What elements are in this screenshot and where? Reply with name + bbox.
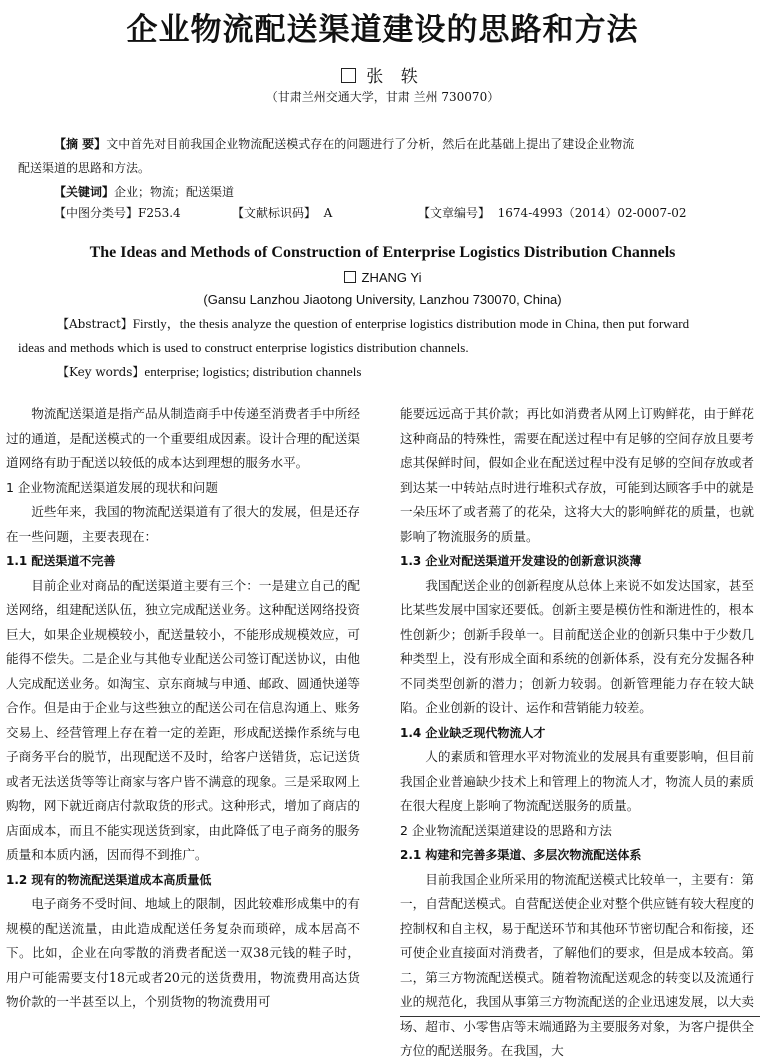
clc-number	[54, 204, 181, 221]
english-abstract-line-1: Firstly，the thesis analyze the question of enterprise logistics distribution mode in China, then put forward	[132, 316, 690, 331]
square-icon	[344, 271, 356, 283]
keywords-text: 企业；物流；配送渠道	[114, 185, 235, 199]
english-keywords-label: 【Key words】	[57, 365, 145, 379]
body-paragraph: 电子商务不受时间、地域上的限制，因此较难形成集中的有规模的配送流量，由此造成配送任务复杂而琐碎，成本居高不下。比如，企业在向零散的消费者配送一双38元钱的鞋子时，用户可能需要支付18元或者20元的送货费用，物流费用高达货物价款的一半甚至以上，个别货物的物流费用可	[6, 896, 360, 1009]
body-paragraph: 能要远远高于其价款；再比如消费者从网上订购鲜花，由于鲜花这种商品的特殊性，需要在配送过程中有足够的空间存放且要考虑其保鲜时间，假如企业在配送过程中没有足够的空间存放或者到达某一中转站点时进行堆积式存放，可能到达顾客手中的就是一朵压坏了或者蔫了的花朵，这将大大的影响鲜花的质量，也就影响了物流服务的质量。	[400, 406, 754, 544]
clc-value: F253.4	[138, 206, 181, 220]
article-number	[418, 204, 687, 221]
abstract-line-1: 文中首先对目前我国企业物流配送模式存在的问题进行了分析，然后在此基础上提出了建设企业物流	[106, 137, 635, 151]
left-column	[6, 402, 360, 1015]
english-abstract-line-2: ideas and methods which is used to construct enterprise logistics distribution channels.	[18, 340, 469, 355]
paper-title: 企业物流配送渠道建设的思路和方法	[126, 12, 639, 48]
body-paragraph: 物流配送渠道是指产品从制造商手中传递至消费者手中所经过的通道，是配送模式的一个重要组成因素。设计合理的配送渠道网络有助于配送以较低的成本达到理想的服务水平。	[6, 406, 360, 470]
article-number-label: 【文章编号】	[418, 206, 491, 220]
clc-label: 【中图分类号】	[54, 206, 139, 220]
english-keywords-text: enterprise; logistics; distribution channels	[144, 364, 362, 379]
body-paragraph: 目前我国企业所采用的物流配送模式比较单一，主要有：第一，自营配送模式。自营配送使企业对整个供应链有较大程度的控制权和自主权，易于配送环节和其他环节密切配合和衔接，还可使企业直接面对消费者，了解他们的要求，但是成本较高。第二，第三方物流配送模式。随着物流配送观念的转变以及流通行业的规范化，我国从事第三方物流配送的企业迅速发展，以大卖场、超市、小零售店等末端通路为主要服务对象，为客户提供全方位的配送服务。在我国，大	[400, 871, 754, 1058]
section-heading: 1 企业物流配送渠道发展的现状和问题	[6, 479, 218, 495]
abstract-label: 【摘 要】	[54, 137, 107, 151]
subsection-heading: 2.1 构建和完善多渠道、多层次物流配送体系	[400, 848, 642, 862]
section-heading: 2 企业物流配送渠道建设的思路和方法	[400, 822, 612, 838]
english-author-line	[0, 270, 765, 285]
abstract-line-2: 配送渠道的思路和方法。	[18, 161, 151, 175]
author-line	[0, 62, 765, 87]
footer-rule	[400, 1016, 760, 1017]
english-abstract-block	[18, 312, 743, 384]
body-paragraph: 我国配送企业的创新程度从总体上来说不如发达国家，甚至比某些发展中国家还要低。创新主要是模仿性和渐进性的，根本性创新少；创新手段单一。目前配送企业的创新只集中于少数几种类型上，没有形成全面和系统的创新体系，没有充分发掘各种不同类型创新的潜力；创新力较弱。创新管理能力存在较大缺陷。企业创新的设计、运作和营销能力较差。	[400, 577, 754, 715]
subsection-heading: 1.2 现有的物流配送渠道成本高质量低	[6, 872, 212, 887]
article-number-value: 1674-4993（2014）02-0007-02	[497, 206, 687, 220]
english-author: ZHANG Yi	[361, 270, 422, 285]
keywords-label: 【关键词】	[54, 185, 115, 199]
subsection-heading: 1.4 企业缺乏现代物流人才	[400, 725, 546, 740]
author-name: 张 轶	[366, 67, 424, 87]
right-column	[400, 402, 754, 1064]
doc-code-value: A	[323, 206, 333, 220]
affiliation: （甘肃兰州交通大学，甘肃 兰州 730070）	[265, 90, 500, 104]
doc-code-label: 【文献标识码】	[232, 206, 317, 220]
subsection-heading: 1.1 配送渠道不完善	[6, 554, 116, 568]
square-icon	[341, 68, 356, 83]
abstract-block	[18, 132, 743, 204]
english-title: The Ideas and Methods of Construction of Enterprise Logistics Distribution Channels	[89, 244, 676, 261]
body-paragraph: 人的素质和管理水平对物流业的发展具有重要影响，但目前我国企业普遍缺少技术上和管理上的物流人才，物流人员的素质在很大程度上影响了物流配送服务的质量。	[400, 749, 754, 813]
body-paragraph: 近些年来，我国的物流配送渠道有了很大的发展，但是还存在一些问题，主要表现在：	[6, 504, 360, 544]
subsection-heading: 1.3 企业对配送渠道开发建设的创新意识淡薄	[400, 554, 642, 568]
body-paragraph: 目前企业对商品的配送渠道主要有三个：一是建立自己的配送网络，组建配送队伍，独立完成配送业务。这种配送网络投资巨大，如果企业规模较小，配送量较小，不能形成规模效应，可能得不偿失。二是企业与其他专业配送公司签订配送协议，由他人完成配送业务。如淘宝、京东商城与申通、邮政、圆通快递等合作。但是由于企业与这些独立的配送公司在信息沟通上、账务交易上、经营管理上存在着一定的差距，形成配送操作系统与电子商务平台的脱节，出现配送不及时，给客户送错货，忘记送货或者无法送货等等让商家与客户皆不满意的现象。三是采取网上购物，网下就近商店付款取货的形式。这种形式，增加了商店的店面成本，而且不能实现送货到家，由此降低了电子商务的服务质量和本质内涵，因而得不到推广。	[6, 577, 360, 862]
english-affiliation: (Gansu Lanzhou Jiaotong University, Lanzhou 730070, China)	[203, 292, 562, 307]
english-abstract-label: 【Abstract】	[57, 317, 133, 331]
doc-code	[232, 204, 332, 221]
